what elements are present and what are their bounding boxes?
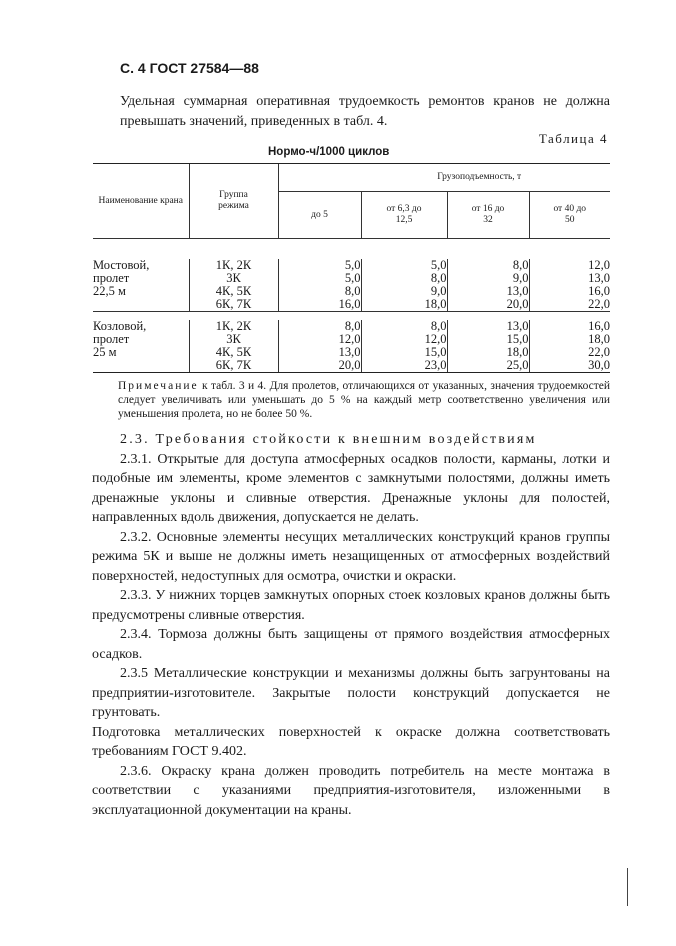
table-row bbox=[93, 359, 610, 373]
header-mode-group: Группа режима bbox=[189, 164, 278, 239]
value-cell: 25,0 bbox=[447, 359, 529, 373]
table-units: Нормо-ч/1000 циклов bbox=[268, 146, 390, 158]
section-title: 2.3. Требования стойкости к внешним воздействиям bbox=[120, 432, 537, 447]
value-cell: 20,0 bbox=[447, 298, 529, 312]
value-cell: 8,0 bbox=[278, 320, 361, 333]
mode-group-cell: 1К, 2К bbox=[189, 259, 278, 272]
header-cap-3: от 16 до 32 bbox=[447, 192, 529, 239]
header-capacity: Грузоподъемность, т bbox=[278, 164, 610, 192]
table-row bbox=[93, 346, 610, 359]
intro-text: Удельная суммарная оперативная трудоемкость ремонтов кранов не должна превышать значений, приведенных в табл. 4. bbox=[120, 94, 610, 129]
crane-name-line: Козловой, bbox=[93, 318, 147, 333]
table-row bbox=[93, 259, 610, 272]
value-cell: 5,0 bbox=[361, 259, 447, 272]
note-label: Примечание bbox=[118, 380, 199, 392]
value-cell: 16,0 bbox=[529, 285, 610, 298]
value-cell: 5,0 bbox=[278, 259, 361, 272]
value-cell: 18,0 bbox=[447, 346, 529, 359]
page-header: С. 4 ГОСТ 27584—88 bbox=[120, 60, 259, 76]
table-row bbox=[93, 320, 610, 333]
table-note bbox=[118, 379, 610, 421]
paragraph-priming: Подготовка металлических поверхностей к окраске должна соответствовать требованиям ГОСТ 9.402. bbox=[92, 724, 610, 759]
value-cell: 8,0 bbox=[361, 320, 447, 333]
header-cap-4: от 40 до 50 bbox=[529, 192, 610, 239]
mode-group-cell: 4К, 5К bbox=[189, 285, 278, 298]
header-crane-name: Наименование крана bbox=[93, 164, 189, 239]
value-cell: 16,0 bbox=[278, 298, 361, 312]
value-cell: 22,0 bbox=[529, 298, 610, 312]
value-cell: 8,0 bbox=[361, 272, 447, 285]
paragraph-2-3-5: 2.3.5 Металлические конструкции и механизмы должны быть загрунтованы на предприятии-изготовителе. Закрытые полости конструкций допускается не грунтовать. bbox=[92, 666, 610, 720]
paragraph-2-3-4: 2.3.4. Тормоза должны быть защищены от прямого воздействия атмосферных осадков. bbox=[92, 627, 610, 662]
paragraph-2-3-3: 2.3.3. У нижних торцев замкнутых опорных стоек козловых кранов должны быть предусмотрены сливные отверстия. bbox=[92, 588, 610, 623]
value-cell: 16,0 bbox=[529, 320, 610, 333]
crane-name-line: пролет bbox=[93, 331, 130, 346]
mode-group-cell: 6К, 7К bbox=[189, 359, 278, 373]
value-cell: 12,0 bbox=[529, 259, 610, 272]
note-text: к табл. 3 и 4. Для пролетов, отличающихся от указанных, значения трудоемкостей следует увеличивать или уменьшать до 5 % на каждый метр соответственно увеличения или уменьшения пролета, но не более 50 %. bbox=[118, 380, 610, 420]
crane-name-line: 22,5 м bbox=[93, 283, 126, 298]
crane-name-line: Мостовой, bbox=[93, 257, 150, 272]
header-cap-2: от 6,3 до 12,5 bbox=[361, 192, 447, 239]
labor-table bbox=[93, 163, 610, 373]
crane-name-line: пролет bbox=[93, 270, 130, 285]
value-cell: 13,0 bbox=[529, 272, 610, 285]
section-body bbox=[92, 430, 610, 820]
table-number: Таблица 4 bbox=[538, 131, 608, 146]
crane-name-line: 25 м bbox=[93, 344, 117, 359]
value-cell: 12,0 bbox=[278, 333, 361, 346]
value-cell: 9,0 bbox=[447, 272, 529, 285]
mode-group-cell: 1К, 2К bbox=[189, 320, 278, 333]
value-cell: 5,0 bbox=[278, 272, 361, 285]
value-cell: 8,0 bbox=[278, 285, 361, 298]
mode-group-cell: 3К bbox=[189, 272, 278, 285]
value-cell: 9,0 bbox=[361, 285, 447, 298]
table-row bbox=[93, 333, 610, 346]
value-cell: 15,0 bbox=[447, 333, 529, 346]
value-cell: 13,0 bbox=[278, 346, 361, 359]
value-cell: 30,0 bbox=[529, 359, 610, 373]
table-row bbox=[93, 285, 610, 298]
mode-group-cell: 3К bbox=[189, 333, 278, 346]
value-cell: 20,0 bbox=[278, 359, 361, 373]
margin-mark bbox=[627, 868, 628, 906]
value-cell: 13,0 bbox=[447, 320, 529, 333]
value-cell: 23,0 bbox=[361, 359, 447, 373]
paragraph-2-3-2: 2.3.2. Основные элементы несущих металлических конструкций кранов группы режима 5К и выше не должны иметь незащищенных от атмосферных воздействий поверхностей, недоступных для осмотра, очистки и окраски. bbox=[92, 529, 610, 584]
mode-group-cell: 6К, 7К bbox=[189, 298, 278, 312]
paragraph-2-3-1: 2.3.1. Открытые для доступа атмосферных осадков полости, карманы, лотки и подобные им элементы, кроме элементов с замкнутыми полостями, должны иметь дренажные уклоны и сливные отверстия. Дренажные уклоны для полостей, направленных вдоль движения, допускается не делать. bbox=[92, 451, 610, 525]
value-cell: 12,0 bbox=[361, 333, 447, 346]
table-row bbox=[93, 272, 610, 285]
value-cell: 18,0 bbox=[361, 298, 447, 312]
value-cell: 15,0 bbox=[361, 346, 447, 359]
mode-group-cell: 4К, 5К bbox=[189, 346, 278, 359]
value-cell: 18,0 bbox=[529, 333, 610, 346]
intro-paragraph bbox=[120, 92, 610, 132]
value-cell: 22,0 bbox=[529, 346, 610, 359]
table-row bbox=[93, 298, 610, 312]
value-cell: 13,0 bbox=[447, 285, 529, 298]
header-cap-1: до 5 bbox=[278, 192, 361, 239]
paragraph-2-3-6: 2.3.6. Окраску крана должен проводить потребитель на месте монтажа в соответствии с указаниями предприятия-изготовителя, изложенными в эксплуатационной документации на краны. bbox=[92, 763, 610, 818]
value-cell: 8,0 bbox=[447, 259, 529, 272]
